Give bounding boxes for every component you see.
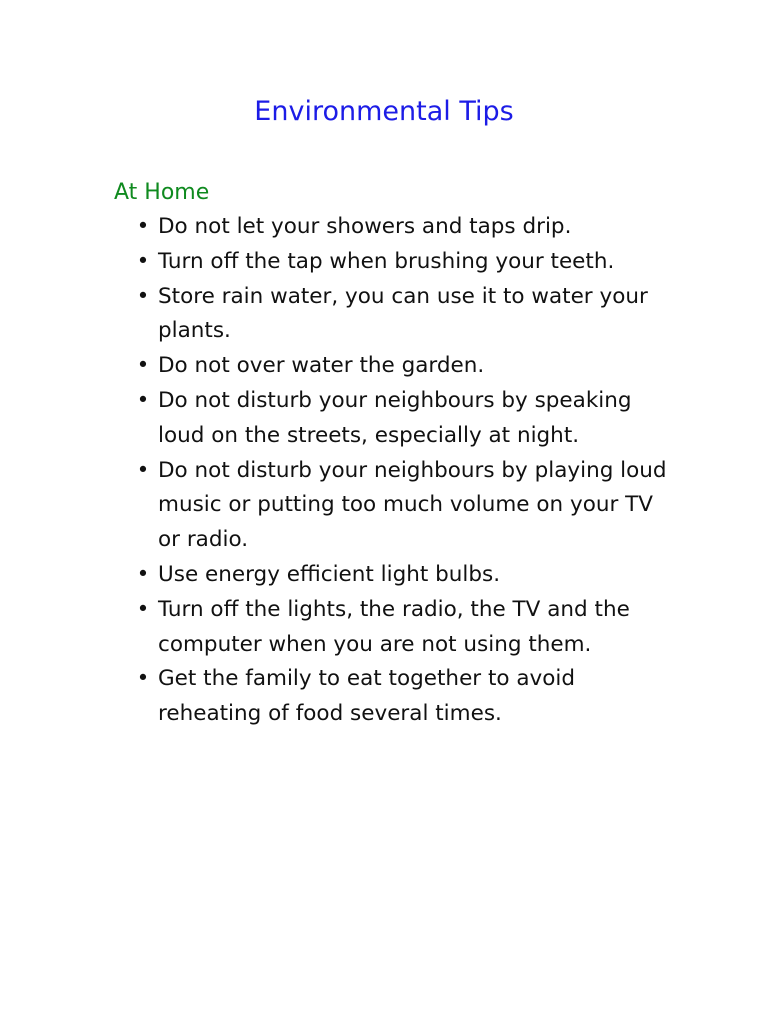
tip-text: Get the family to eat together to avoid reheating of food several times. (158, 666, 576, 727)
list-item (134, 210, 674, 245)
bullet-icon: • (136, 214, 150, 239)
tip-text: Do not over water the garden. (158, 353, 485, 379)
list-item (134, 662, 674, 732)
list-item (134, 454, 674, 558)
list-item (134, 349, 674, 384)
tips-list (134, 210, 674, 732)
tip-text: Store rain water, you can use it to water your plants. (158, 283, 648, 344)
tip-text: Turn off the lights, the radio, the TV and the computer when you are not using them. (158, 596, 630, 657)
list-item (134, 558, 674, 593)
page-title: Environmental Tips (254, 96, 514, 127)
bullet-icon: • (136, 387, 150, 413)
bullet-icon: • (136, 561, 150, 587)
bullet-icon: • (136, 353, 150, 379)
list-item (134, 245, 674, 280)
tip-text: Do not disturb your neighbours by playing loud music or putting too much volume on your TV or radio. (158, 457, 667, 553)
tip-text: Do not let your showers and taps drip. (158, 214, 572, 239)
list-item (134, 280, 674, 350)
tip-text: Use energy efficient light bulbs. (158, 561, 501, 587)
list-item (134, 593, 674, 663)
section-heading-at-home: At Home (114, 180, 210, 205)
tip-text: Turn off the tap when brushing your teeth. (158, 248, 615, 274)
tip-text: Do not disturb your neighbours by speaking loud on the streets, especially at night. (158, 387, 632, 448)
bullet-icon: • (136, 283, 150, 309)
bullet-icon: • (136, 248, 150, 274)
list-item (134, 384, 674, 454)
bullet-icon: • (136, 457, 150, 483)
bullet-icon: • (136, 596, 150, 622)
bullet-icon: • (136, 666, 150, 692)
